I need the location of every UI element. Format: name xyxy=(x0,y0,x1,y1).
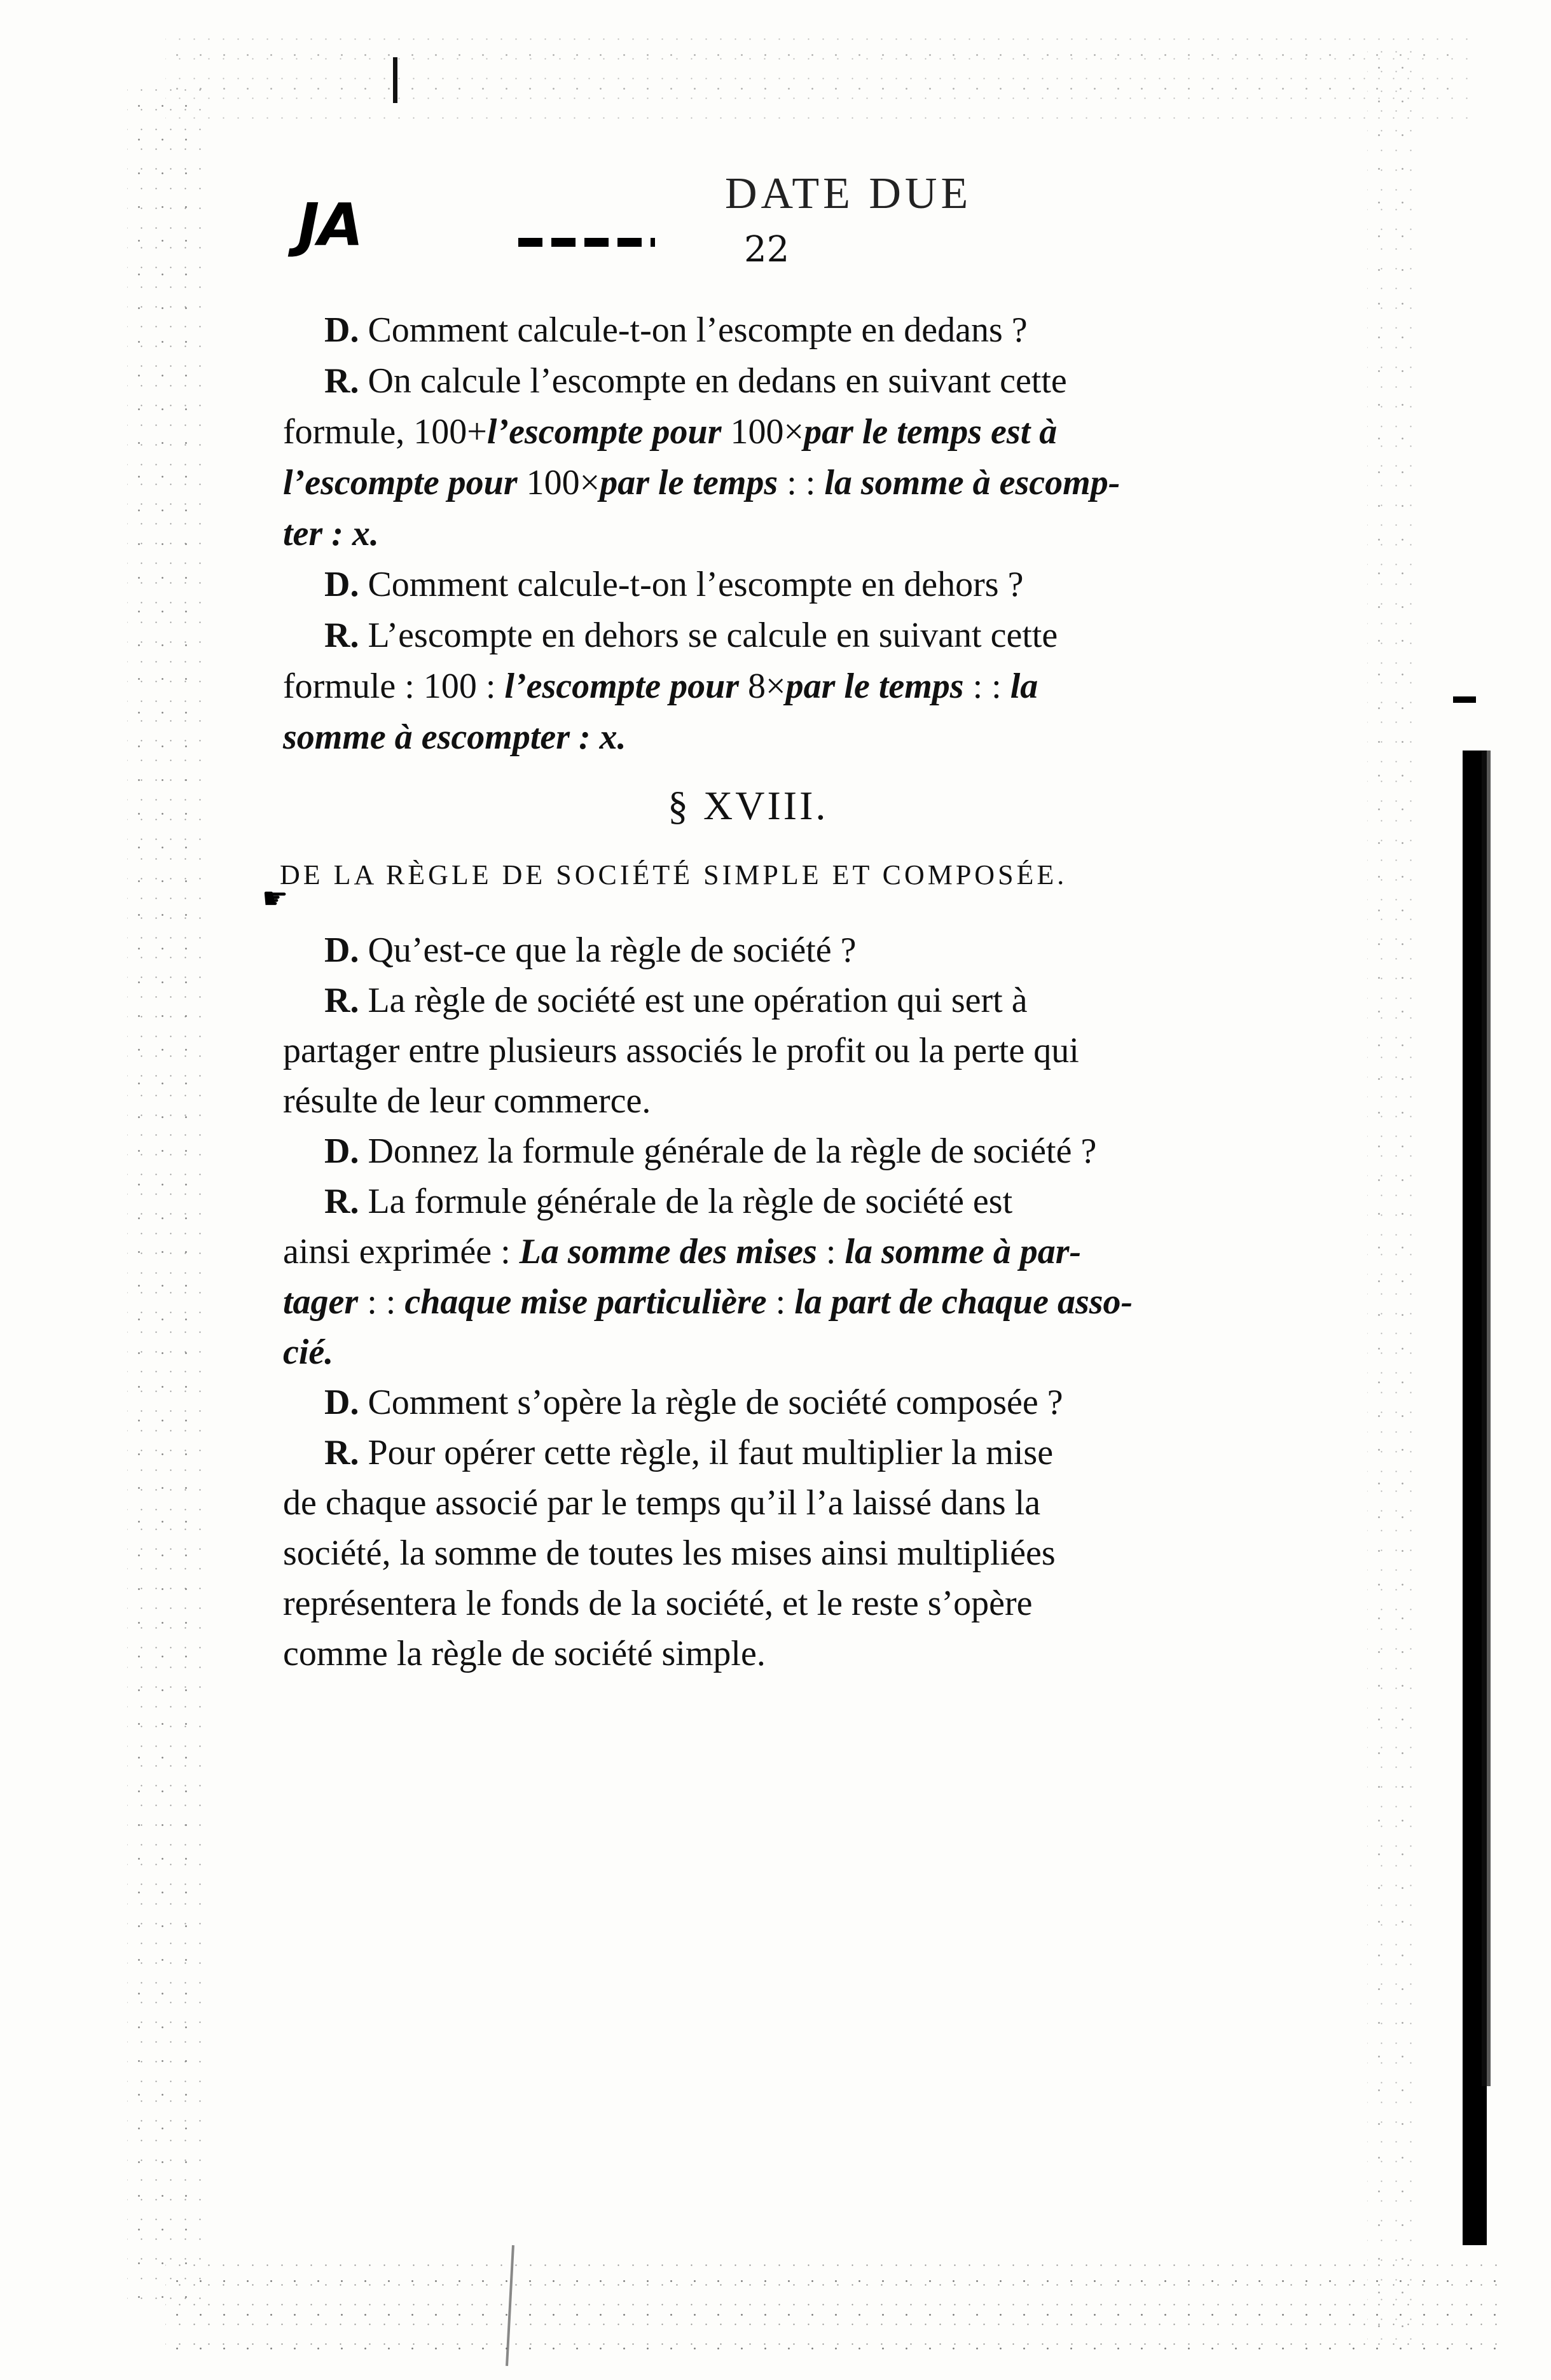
text-run: Comment calcule-t-on l’escompte en dehors ? xyxy=(368,565,1024,604)
text-run: La somme des mises xyxy=(519,1232,817,1271)
text-line xyxy=(324,611,1285,660)
text-line xyxy=(324,560,1285,609)
text-line xyxy=(283,509,1243,558)
text-line xyxy=(283,1076,1243,1126)
text-run: par le temps xyxy=(785,667,964,706)
text-run: la somme à escomp- xyxy=(824,463,1120,502)
text-run: R. xyxy=(324,1433,368,1472)
scan-noise-top xyxy=(165,38,1469,121)
text-run: résulte de leur commerce. xyxy=(283,1081,651,1121)
text-run: Qu’est-ce que la règle de société ? xyxy=(368,931,857,970)
text-line xyxy=(283,407,1243,457)
text-run: : xyxy=(766,1282,795,1322)
binding-shadow-inner xyxy=(1482,751,1491,2086)
stamp-date-due: DATE DUE xyxy=(725,169,972,218)
text-line xyxy=(324,1378,1285,1427)
text-run: 8× xyxy=(748,667,786,706)
text-run: tager xyxy=(283,1282,359,1322)
text-run: R. xyxy=(324,981,368,1020)
text-run: R. xyxy=(324,616,368,655)
text-line xyxy=(283,1327,1243,1377)
text-run: partager entre plusieurs associés le profit ou la perte qui xyxy=(283,1031,1079,1070)
text-run: l’escompte pour xyxy=(486,412,731,452)
text-run: R. xyxy=(324,1182,368,1221)
text-line xyxy=(283,458,1243,508)
text-run: 100× xyxy=(526,463,600,502)
text-line xyxy=(283,1277,1243,1327)
text-run: 100× xyxy=(730,412,804,452)
text-run: ter : x. xyxy=(283,514,379,553)
text-line xyxy=(324,1428,1285,1477)
text-run: D. xyxy=(324,1383,368,1422)
section-title: § XVIII. xyxy=(668,783,829,828)
text-run: l’escompte pour xyxy=(504,667,748,706)
section-subtitle: DE LA RÈGLE DE SOCIÉTÉ SIMPLE ET COMPOSÉE. xyxy=(280,859,1068,890)
text-run: La règle de société est une opération qui sert à xyxy=(368,981,1028,1020)
text-run: somme à escompter : x. xyxy=(283,717,626,757)
text-run: société, la somme de toutes les mises ainsi multipliées xyxy=(283,1533,1056,1573)
text-run: Comment calcule-t-on l’escompte en dedans ? xyxy=(368,310,1028,350)
hand-pointer-icon: ☛ xyxy=(262,881,289,915)
text-line xyxy=(283,712,1243,762)
text-run: D. xyxy=(324,931,368,970)
text-line xyxy=(324,1177,1285,1226)
text-run: D. xyxy=(324,565,368,604)
page-number: 22 xyxy=(744,229,790,270)
text-run: par le temps xyxy=(600,463,778,502)
text-run: : xyxy=(817,1232,845,1271)
text-line xyxy=(283,661,1243,711)
text-run: Comment s’opère la règle de société composée ? xyxy=(368,1383,1063,1422)
text-line xyxy=(324,976,1285,1025)
text-run: comme la règle de société simple. xyxy=(283,1634,766,1673)
text-line xyxy=(283,1227,1243,1276)
text-run: la xyxy=(1010,667,1038,706)
text-run: D. xyxy=(324,310,368,350)
scan-noise-bottom xyxy=(165,2264,1501,2353)
text-run: de chaque associé par le temps qu’il l’a laissé dans la xyxy=(283,1483,1041,1523)
text-run: chaque mise particulière xyxy=(404,1282,767,1322)
stamp-initials: JA xyxy=(298,191,362,259)
text-run: On calcule l’escompte en dedans en suivant cette xyxy=(368,361,1067,401)
text-run: : : xyxy=(963,667,1010,706)
scan-noise-left xyxy=(127,89,203,2315)
text-run: la somme à par- xyxy=(844,1232,1082,1271)
text-line xyxy=(324,925,1285,975)
text-line xyxy=(283,1579,1243,1628)
text-run: représentera le fonds de la société, et le reste s’opère xyxy=(283,1584,1033,1623)
text-run: la part de chaque asso- xyxy=(794,1282,1133,1322)
text-line xyxy=(283,1528,1243,1578)
text-run: L’escompte en dehors se calcule en suivant cette xyxy=(368,616,1058,655)
text-line xyxy=(283,1026,1243,1076)
top-edge-mark xyxy=(393,57,397,103)
text-line xyxy=(324,1126,1285,1176)
text-run: La formule générale de la règle de société est xyxy=(368,1182,1013,1221)
text-run: ainsi exprimée : xyxy=(283,1232,520,1271)
stamp-dashes xyxy=(518,238,655,247)
text-run: D. xyxy=(324,1131,368,1171)
scan-noise-right xyxy=(1367,51,1424,2341)
text-line xyxy=(283,1629,1243,1678)
text-line xyxy=(324,356,1285,406)
text-run: : : xyxy=(358,1282,405,1322)
text-run: Pour opérer cette règle, il faut multiplier la mise xyxy=(368,1433,1054,1472)
text-run: cié. xyxy=(283,1332,334,1372)
text-run: : : xyxy=(778,463,825,502)
binding-mark xyxy=(1453,696,1476,703)
text-run: formule : 100 : xyxy=(283,667,505,706)
text-line xyxy=(283,1478,1243,1528)
text-run: par le temps est à xyxy=(804,412,1058,452)
text-run: Donnez la formule générale de la règle de société ? xyxy=(368,1131,1097,1171)
text-run: R. xyxy=(324,361,368,401)
text-run: l’escompte pour xyxy=(283,463,527,502)
text-line xyxy=(324,305,1285,355)
text-run: formule, 100+ xyxy=(283,412,487,452)
